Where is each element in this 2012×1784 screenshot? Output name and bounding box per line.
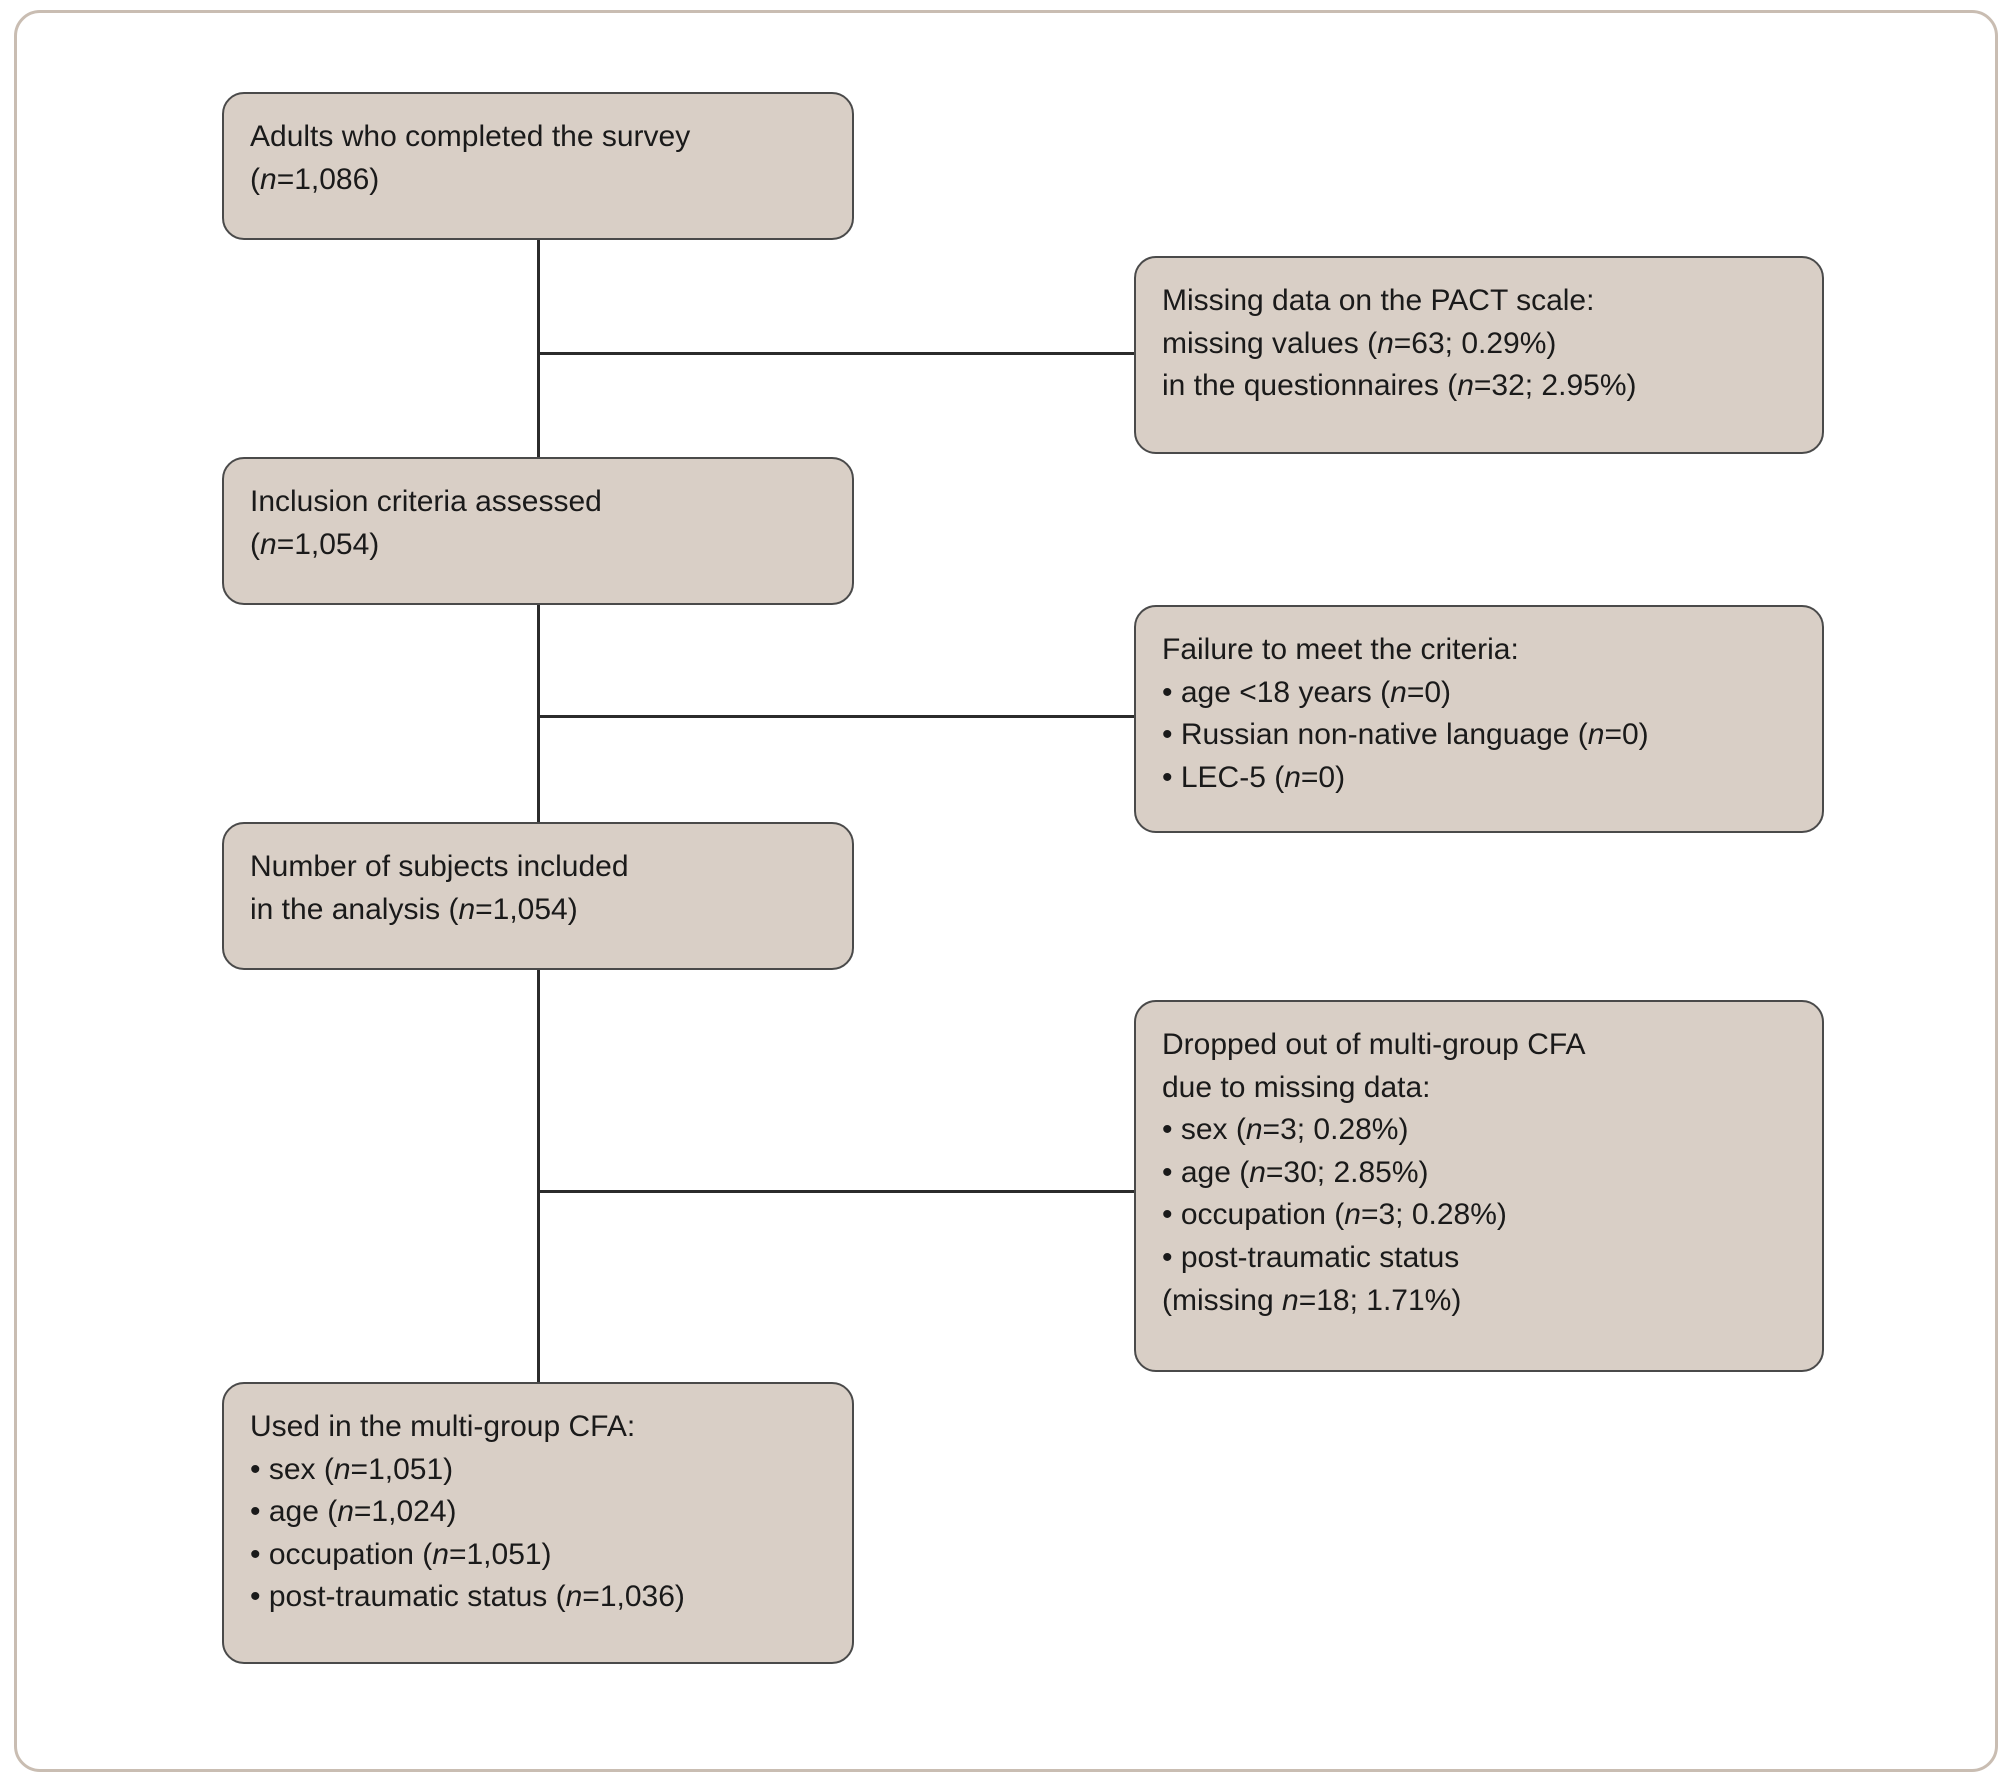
node-missing-pact: Missing data on the PACT scale: missing values (n=63; 0.29%) in the questionnaires (n=32; 2.95%) bbox=[1134, 256, 1824, 454]
node-dropped-out-cfa: Dropped out of multi-group CFA due to missing data: • sex (n=3; 0.28%) • age (n=30; 2.85%) • occupation (n=3; 0.28%) • post-traumatic status (missing n=18; 1.71%) bbox=[1134, 1000, 1824, 1372]
connector-branch-2 bbox=[537, 715, 1134, 718]
connector-trunk-1 bbox=[537, 238, 540, 478]
connector-trunk-3 bbox=[537, 968, 540, 1386]
connector-branch-3 bbox=[537, 1190, 1134, 1193]
node-subjects-included: Number of subjects included in the analysis (n=1,054) bbox=[222, 822, 854, 970]
node-used-in-cfa: Used in the multi-group CFA: • sex (n=1,051) • age (n=1,024) • occupation (n=1,051) • post-traumatic status (n=1,036) bbox=[222, 1382, 854, 1664]
node-inclusion-criteria: Inclusion criteria assessed (n=1,054) bbox=[222, 457, 854, 605]
node-failure-criteria: Failure to meet the criteria: • age <18 years (n=0) • Russian non-native language (n=0) • LEC-5 (n=0) bbox=[1134, 605, 1824, 833]
connector-branch-1 bbox=[537, 352, 1134, 355]
node-survey-completed: Adults who completed the survey (n=1,086) bbox=[222, 92, 854, 240]
